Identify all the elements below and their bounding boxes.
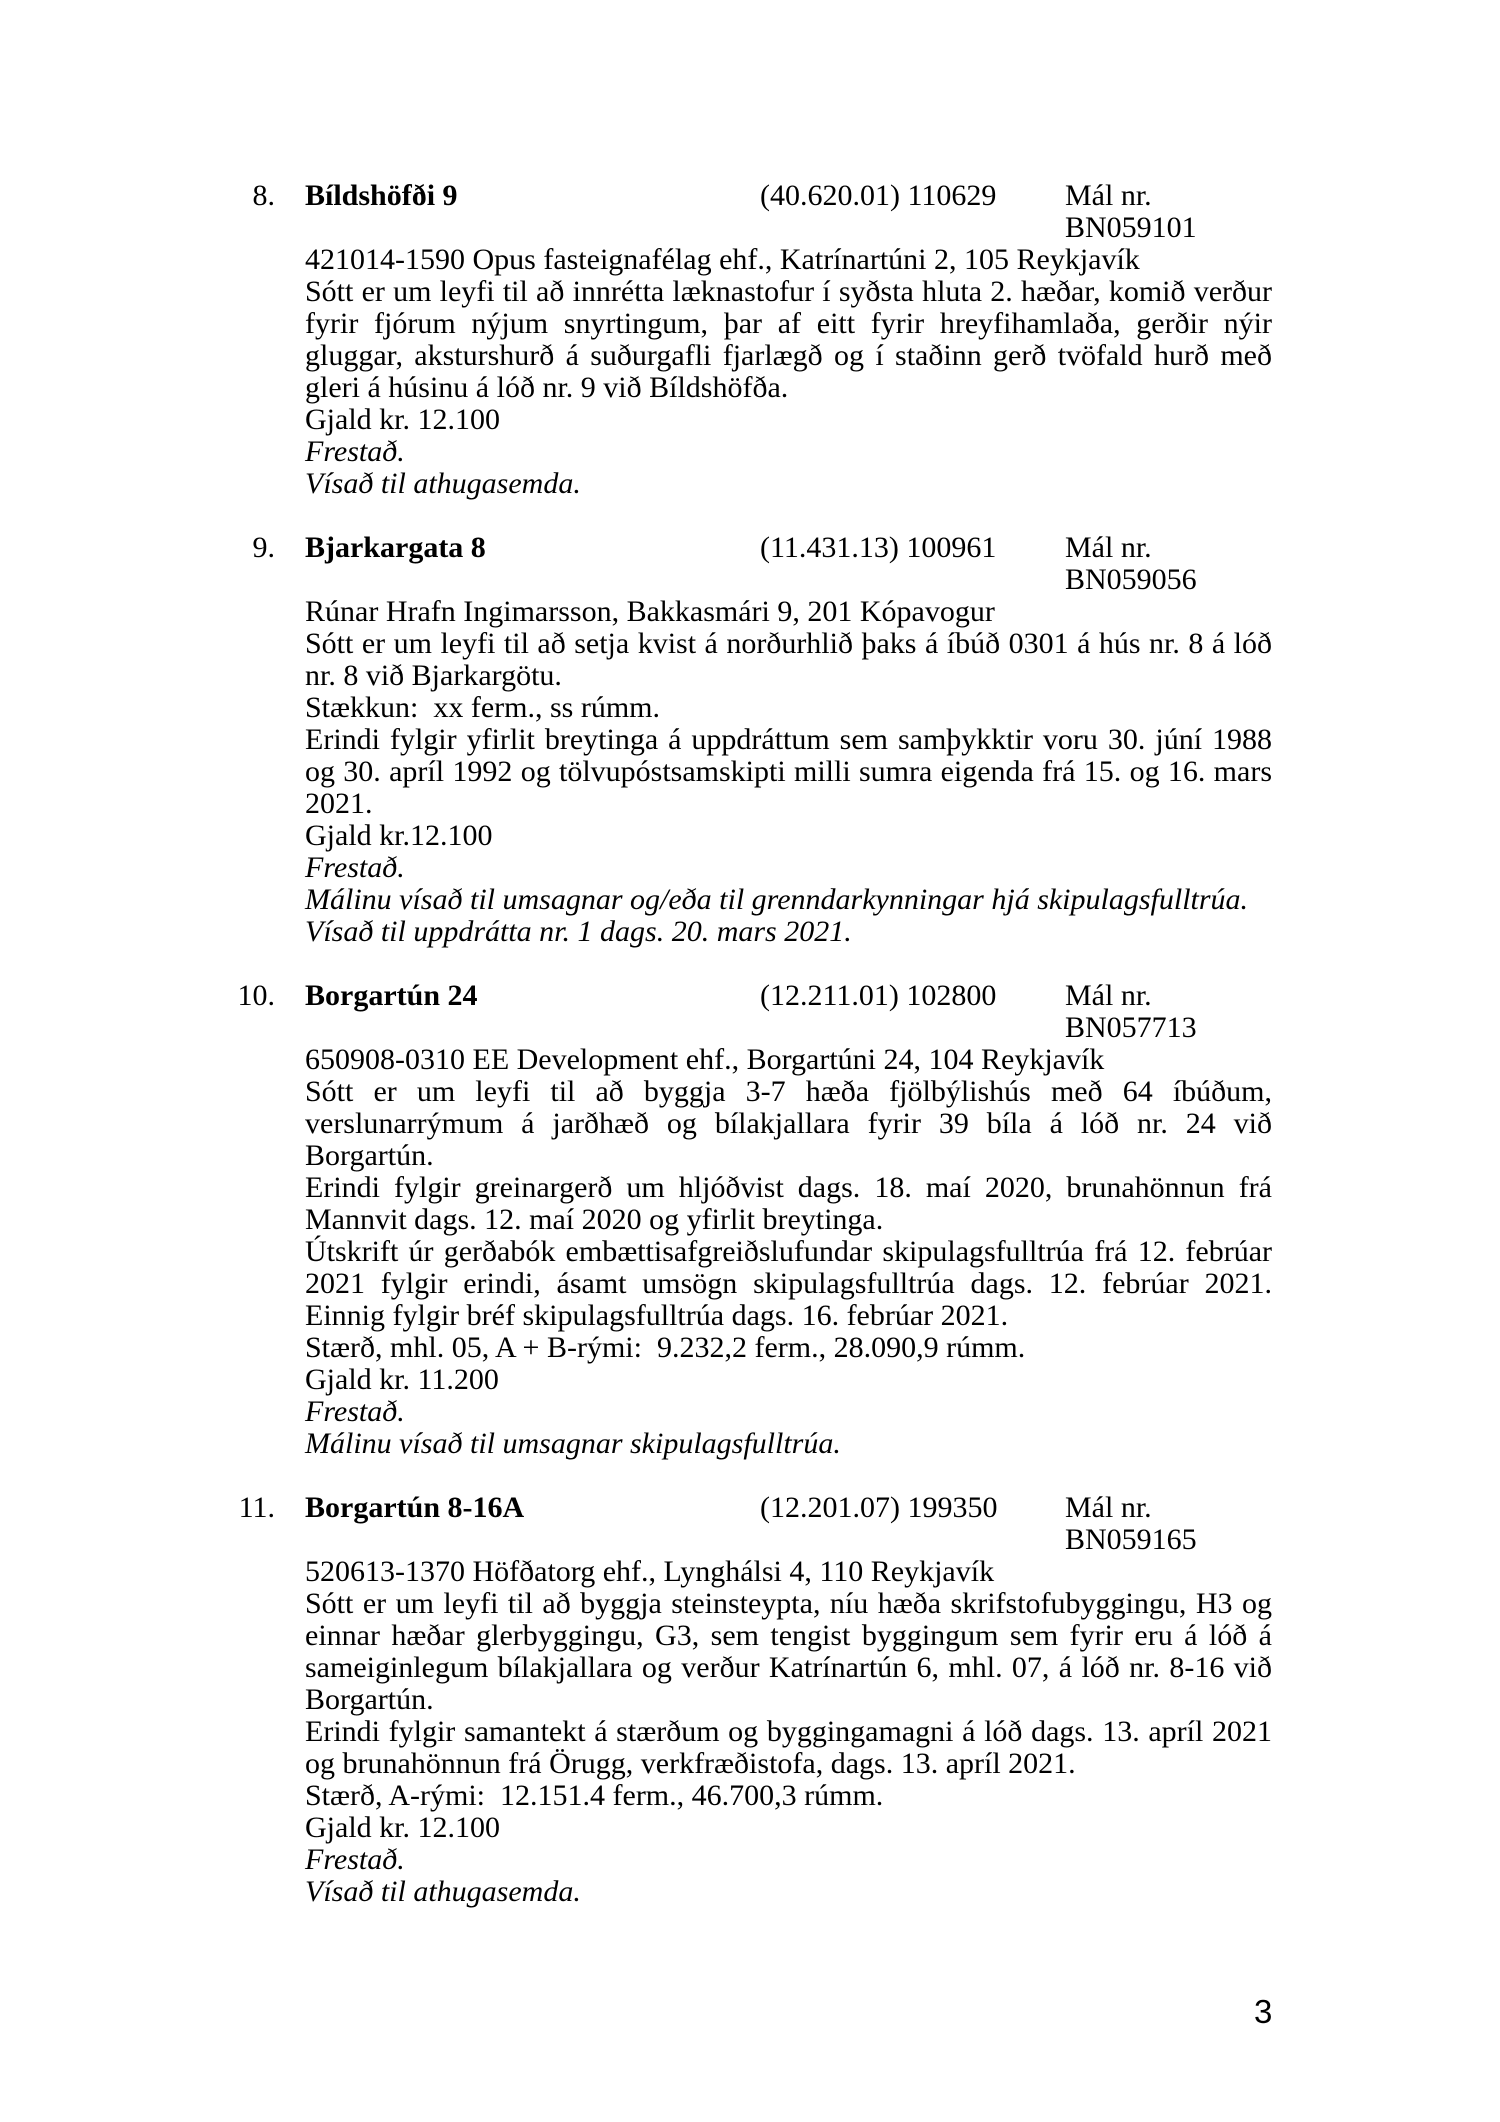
item-paragraph: Málinu vísað til umsagnar skipulagsfulltrúa. — [305, 1427, 841, 1460]
item-paragraph: Frestað. — [305, 1395, 405, 1428]
page-number: 3 — [1254, 1993, 1273, 2030]
item-paragraph: Frestað. — [305, 435, 405, 468]
item-paragraph: Útskrift úr gerðabók embættisafgreiðslufundar skipulagsfulltrúa frá 12. febrúar 2021 fylgir erindi, ásamt umsögn skipulagsfulltrúa dags. 12. febrúar 2021. Einnig fylgir bréf skipulagsfulltrúa dags. 16. febrúar 2021. — [305, 1235, 1272, 1332]
item-title: Borgartún 24 — [305, 979, 478, 1012]
agenda-item — [252, 531, 1272, 948]
item-case-number: Mál nr. BN057713 — [1065, 979, 1197, 1044]
item-paragraph: Stækkun: xx ferm., ss rúmm. — [305, 691, 661, 724]
item-paragraph: Vísað til athugasemda. — [305, 1875, 581, 1908]
item-case-number: Mál nr. BN059056 — [1065, 531, 1197, 596]
agenda-item — [237, 979, 1272, 1460]
item-paragraph: Vísað til uppdrátta nr. 1 dags. 20. mars 2021. — [305, 915, 852, 948]
item-paragraph: Vísað til athugasemda. — [305, 467, 581, 500]
agenda-items-list — [237, 179, 1272, 1940]
item-paragraph: Erindi fylgir yfirlit breytinga á uppdráttum sem samþykktir voru 30. júní 1988 og 30. apríl 1992 og tölvupóstsamskipti milli sumra eigenda frá 15. og 16. mars 2021. — [305, 723, 1272, 820]
item-paragraph: Frestað. — [305, 851, 405, 884]
item-paragraph: Sótt er um leyfi til að setja kvist á norðurhlið þaks á íbúð 0301 á hús nr. 8 á lóð nr. 8 við Bjarkargötu. — [305, 627, 1272, 692]
item-paragraph: Erindi fylgir greinargerð um hljóðvist dags. 18. maí 2020, brunahönnun frá Mannvit dags. 12. maí 2020 og yfirlit breytinga. — [305, 1171, 1272, 1236]
item-paragraph: Erindi fylgir samantekt á stærðum og byggingamagni á lóð dags. 13. apríl 2021 og brunahönnun frá Örugg, verkfræðistofa, dags. 13. apríl 2021. — [305, 1715, 1272, 1780]
item-header — [238, 1491, 1272, 1556]
item-paragraph: Gjald kr. 12.100 — [305, 1811, 500, 1844]
agenda-item — [252, 179, 1272, 500]
item-applicant: 421014-1590 Opus fasteignafélag ehf., Katrínartúni 2, 105 Reykjavík — [305, 243, 1140, 276]
item-paragraph: Frestað. — [305, 1843, 405, 1876]
item-header — [237, 979, 1272, 1044]
item-paragraph: Sótt er um leyfi til að byggja 3-7 hæða fjölbýlishús með 64 íbúðum, verslunarrýmum á jarðhæð og bílakjallara fyrir 39 bíla á lóð nr. 24 við Borgartún. — [305, 1075, 1272, 1172]
agenda-item — [238, 1491, 1272, 1908]
item-paragraph: Málinu vísað til umsagnar og/eða til grenndarkynningar hjá skipulagsfulltrúa. — [305, 883, 1249, 916]
item-case-number: Mál nr. BN059101 — [1065, 179, 1197, 244]
item-number: 8. — [252, 179, 275, 212]
item-paragraph: Gjald kr. 12.100 — [305, 403, 500, 436]
item-reference-code: (12.201.07) 199350 — [760, 1491, 998, 1524]
item-number: 11. — [238, 1491, 275, 1524]
item-case-number: Mál nr. BN059165 — [1065, 1491, 1197, 1556]
item-number: 9. — [252, 531, 275, 564]
item-applicant: 650908-0310 EE Development ehf., Borgartúni 24, 104 Reykjavík — [305, 1043, 1105, 1076]
item-paragraph: Sótt er um leyfi til að innrétta læknastofur í syðsta hluta 2. hæðar, komið verður fyrir fjórum nýjum snyrtingum, þar af eitt fyrir hreyfihamlaða, gerðir nýir gluggar, aksturshurð á suðurgafli fjarlægð og í staðinn gerð tvöfald hurð með gleri á húsinu á lóð nr. 9 við Bíldshöfða. — [305, 275, 1272, 404]
item-title: Bjarkargata 8 — [305, 531, 486, 564]
item-paragraph: Stærð, A-rými: 12.151.4 ferm., 46.700,3 rúmm. — [305, 1779, 884, 1812]
item-reference-code: (11.431.13) 100961 — [760, 531, 997, 564]
item-paragraph: Sótt er um leyfi til að byggja steinsteypta, níu hæða skrifstofubyggingu, H3 og einnar hæðar glerbyggingu, G3, sem tengist byggingum sem fyrir eru á lóð á sameiginlegum bílakjallara og verður Katrínartún 6, mhl. 07, á lóð nr. 8-16 við Borgartún. — [305, 1587, 1272, 1716]
item-header — [252, 179, 1272, 244]
item-paragraph: Gjald kr.12.100 — [305, 819, 493, 852]
item-applicant: 520613-1370 Höfðatorg ehf., Lynghálsi 4, 110 Reykjavík — [305, 1555, 995, 1588]
item-reference-code: (12.211.01) 102800 — [760, 979, 997, 1012]
item-paragraph: Gjald kr. 11.200 — [305, 1363, 499, 1396]
item-paragraph: Stærð, mhl. 05, A + B-rými: 9.232,2 ferm., 28.090,9 rúmm. — [305, 1331, 1026, 1364]
item-applicant: Rúnar Hrafn Ingimarsson, Bakkasmári 9, 201 Kópavogur — [305, 595, 995, 628]
item-number: 10. — [237, 979, 275, 1012]
item-title: Bíldshöfði 9 — [305, 179, 458, 212]
item-reference-code: (40.620.01) 110629 — [760, 179, 997, 212]
item-header — [252, 531, 1272, 596]
item-title: Borgartún 8-16A — [305, 1491, 525, 1524]
